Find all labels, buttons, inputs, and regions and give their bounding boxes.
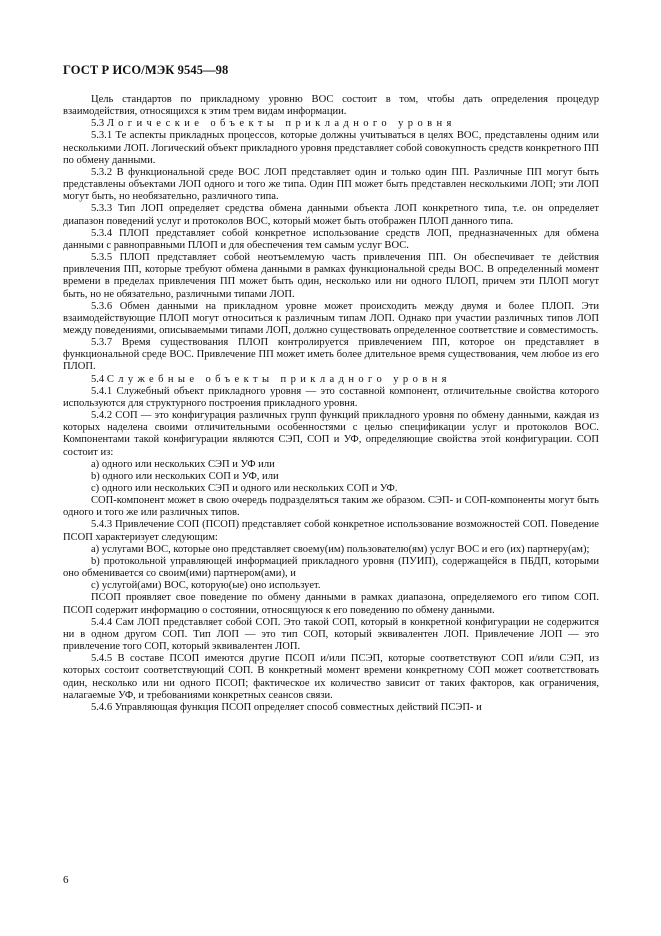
paragraph-5-4-1: 5.4.1 Служебный объект прикладного уровня — это составной компонент, отличительные свойства которого используются для структурного построения прикладного уровня. bbox=[63, 385, 599, 409]
paragraph-5-4-6: 5.4.6 Управляющая функция ПСОП определяет способ совместных действий ПСЭП- и bbox=[91, 701, 482, 713]
paragraph-5-3-7: 5.3.7 Время существования ПЛОП контролируется привлечением ПП, которое он представляет в функциональной среде ВОС. Привлечение ПП может иметь более длительное время существования, чем любое из его ПЛОП. bbox=[63, 337, 599, 373]
paragraph-5-4-4: 5.4.4 Сам ЛОП представляет собой СОП. Это такой СОП, который в конкретной конфигурации не содержится ни в одном другом СОП. Тип ЛОП — это тип СОП, который эквивалентен ЛОП. Привлечение ЛОП — это привлечение того СОП, который эквивалентен ЛОП. bbox=[63, 616, 599, 653]
list-item: c) услугой(ами) ВОС, которую(ые) оно использует. bbox=[91, 580, 321, 592]
page-number: 6 bbox=[63, 874, 69, 886]
document-body bbox=[63, 94, 599, 714]
list-item: a) одного или нескольких СЭП и УФ или bbox=[91, 458, 275, 470]
paragraph-5-4-3-tail: ПСОП проявляет свое поведение по обмену данными в рамках диапазона, определяемого его типом СОП. ПСОП содержит информацию о состоянии, относящуюся к его поведению по обмену данными. bbox=[63, 592, 599, 616]
paragraph-5-3-6: 5.3.6 Обмен данными на прикладном уровне может происходить между двумя и более ПЛОП. Эти взаимодействующие ПЛОП могут относиться к различным типам ЛОП. Однако при участии различных типов ЛОП между поведениями, описываемыми типами ЛОП, должно существовать определенное соответствие и совместимость. bbox=[63, 300, 599, 336]
section-heading-5-4 bbox=[63, 374, 599, 386]
paragraph-5-4-2-tail: СОП-компонент может в свою очередь подразделяться таким же образом. СЭП- и СОП-компоненты могут быть одного и того же или различных типов. bbox=[63, 495, 599, 519]
paragraph-5-3-5: 5.3.5 ПЛОП представляет собой неотъемлемую часть привлечения ПП. Он обеспечивает те действия привлечения ПП, которые требуют обмена данными в рамках функциональной среды ВОС. В определенный момент времени в пределах привлечения ПП может быть один, несколько или ни одного ПЛОП, причем эти ПЛОП могут быть, но не обязательно, различными типами ЛОП. bbox=[63, 252, 599, 300]
paragraph-5-4-3: 5.4.3 Привлечение СОП (ПСОП) представляет собой конкретное использование возможностей СОП. Поведение ПСОП характеризует следующим: bbox=[63, 519, 599, 543]
section-title: Логические объекты прикладного уровня bbox=[106, 118, 456, 130]
paragraph-5-3-1: 5.3.1 Те аспекты прикладных процессов, которые должны учитываться в целях ВОС, представлены одним или несколькими ЛОП. Логический объект прикладного уровня представляет собой совокупность средств конкретного ПП по обмену данными. bbox=[63, 130, 599, 166]
document-header: ГОСТ Р ИСО/МЭК 9545—98 bbox=[63, 63, 229, 77]
list-item: b) протокольной управляющей информацией прикладного уровня (ПУИП), содержащейся в ПБДП, которыми оно обменивается со своим(ими) партнером(ами), и bbox=[63, 555, 599, 580]
paragraph-5-4-2: 5.4.2 СОП — это конфигурация различных групп функций прикладного уровня по обмену данными, каждая из которых наделена своими отличительными особенностями с целью спецификации услуг и протоколов ВОС. Компонентами такой конфигурации являются СЭП, СОП и УФ, определяющие свойства этой конфигурации. СОП состоит из: bbox=[63, 410, 599, 458]
paragraph-5-3-2: 5.3.2 В функциональной среде ВОС ЛОП представляет один и только один ПП. Различные ПП могут быть представлены объектами ЛОП одного и того же типа. Один ПП может быть представлен несколькими ЛОП; эти ЛОП могут быть, но необязательно, различного типа. bbox=[63, 166, 599, 203]
paragraph-5-3-4: 5.3.4 ПЛОП представляет собой конкретное использование средств ЛОП, предназначенных для обмена данными с равноправными ПЛОП и для обеспечения тем самым услуг ВОС. bbox=[63, 227, 599, 251]
intro-paragraph: Цель стандартов по прикладному уровню ВОС состоит в том, чтобы дать определения процедур взаимодействия, относящихся к этим трем видам информации. bbox=[63, 94, 599, 118]
paragraph-5-3-3: 5.3.3 Тип ЛОП определяет средства обмена данными объекта ЛОП конкретного типа, т.е. он определяет диапазон поведений услуг и протоколов ВОС, который может быть отображен ПЛОП данного типа. bbox=[63, 203, 599, 227]
list-item: c) одного или нескольких СЭП и одного или нескольких СОП и УФ. bbox=[91, 483, 398, 494]
list-item: a) услугами ВОС, которые оно представляет своему(им) пользователю(ям) услуг ВОС и его (их) партнеру(ам); bbox=[91, 543, 590, 555]
section-number: 5.3 bbox=[91, 118, 105, 130]
list-item: b) одного или нескольких СОП и УФ, или bbox=[91, 470, 279, 482]
section-heading-5-3 bbox=[63, 118, 599, 130]
section-number: 5.4 bbox=[91, 373, 105, 385]
section-title: Служебные объекты прикладного уровня bbox=[106, 373, 451, 385]
paragraph-5-4-5: 5.4.5 В составе ПСОП имеются другие ПСОП и/или ПСЭП, которые соответствуют СОП и/или СЭП, из которых состоит соответствующий СОП. В конкретный момент времени конкретному СОП может соответствовать один, несколько или ни одного ПСОП; фактическое их количество зависит от таких факторов, как ограничения, налагаемые УФ, и требованиями конкретных сеансов связи. bbox=[63, 653, 599, 701]
